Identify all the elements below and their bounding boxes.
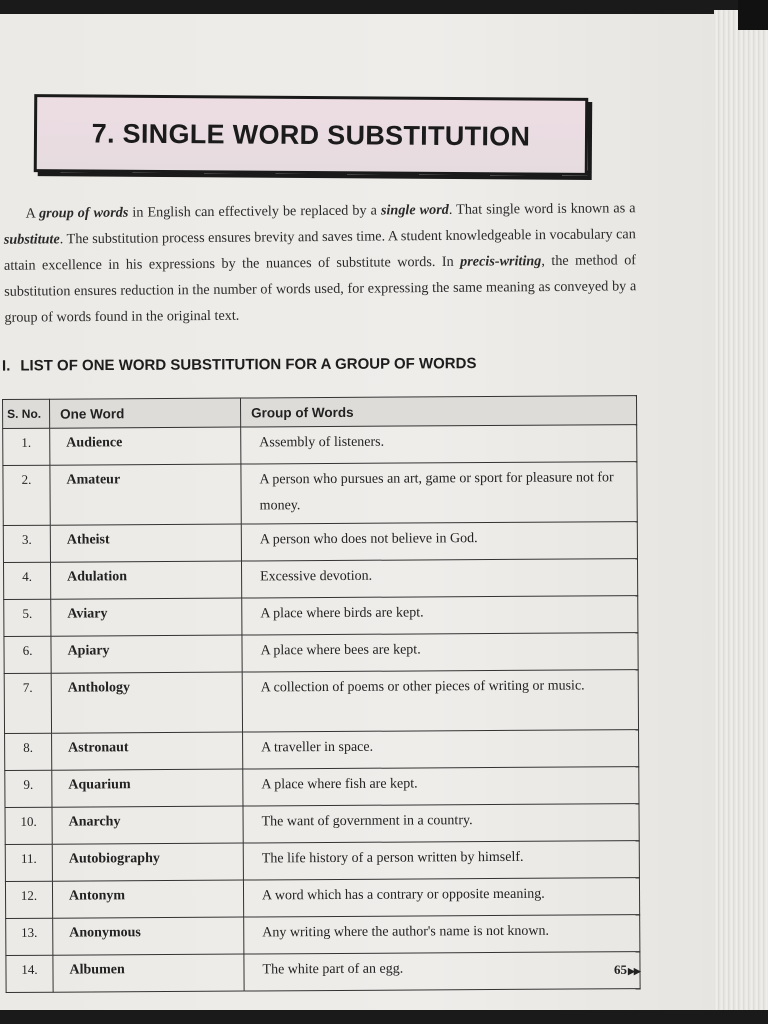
row-group-of-words: The want of government in a country. bbox=[243, 804, 639, 843]
table-body bbox=[3, 425, 640, 993]
table-row bbox=[4, 670, 638, 734]
row-sno: 3. bbox=[3, 525, 50, 562]
row-group-of-words: A place where fish are kept. bbox=[243, 767, 639, 806]
row-group-of-words: The white part of an egg. bbox=[244, 952, 640, 991]
row-sno: 4. bbox=[3, 562, 50, 599]
intro-text-2: in English can effectively be replaced by a bbox=[128, 202, 382, 221]
row-one-word: Autobiography bbox=[52, 843, 243, 881]
row-sno: 10. bbox=[5, 807, 52, 844]
intro-emphasis-1: group of words bbox=[38, 204, 129, 222]
chapter-title-box bbox=[34, 94, 589, 176]
column-header-sno: S. No. bbox=[3, 399, 50, 428]
page-edge-stack bbox=[714, 10, 768, 1010]
intro-text-5: , the method of substitution ensures reduction in the number of words used, for expressing the same meaning as conveyed by a group of words found in the original text. bbox=[4, 252, 637, 326]
table-row bbox=[3, 522, 637, 563]
section-number: I. bbox=[1, 357, 11, 375]
table-row bbox=[5, 767, 639, 808]
row-group-of-words: A place where birds are kept. bbox=[242, 596, 638, 635]
row-group-of-words: Excessive devotion. bbox=[241, 559, 637, 598]
row-group-of-words: Assembly of listeners. bbox=[241, 425, 637, 464]
row-group-of-words: The life history of a person written by himself. bbox=[243, 841, 639, 880]
row-sno: 9. bbox=[5, 770, 52, 807]
table-header-row bbox=[3, 396, 637, 429]
chapter-title: 7. SINGLE WORD SUBSTITUTION bbox=[91, 117, 531, 152]
row-sno: 7. bbox=[4, 673, 51, 733]
table-row bbox=[3, 425, 637, 466]
row-sno: 5. bbox=[4, 599, 51, 636]
intro-text-4: . The substitution process ensures brevity and saves time. A student knowledgeable in vocabulary can attain excellence in his expressions by the nuances of substitute words. In bbox=[3, 226, 636, 274]
row-one-word: Anthology bbox=[51, 672, 242, 733]
substitution-table bbox=[2, 395, 641, 993]
intro-emphasis-2: single word bbox=[380, 201, 449, 219]
row-one-word: Audience bbox=[50, 427, 241, 465]
double-right-arrow-icon: ▶▶ bbox=[628, 966, 640, 976]
table-row bbox=[3, 559, 637, 600]
row-one-word: Anarchy bbox=[52, 806, 243, 844]
row-one-word: Aquarium bbox=[52, 769, 243, 807]
row-sno: 6. bbox=[4, 636, 51, 673]
table-row bbox=[6, 915, 640, 956]
table-row bbox=[5, 841, 639, 882]
section-heading-text: LIST OF ONE WORD SUBSTITUTION FOR A GROUP OF WORDS bbox=[20, 355, 477, 375]
row-sno: 14. bbox=[6, 955, 53, 992]
column-header-group-of-words: Group of Words bbox=[240, 396, 636, 427]
row-group-of-words: Any writing where the author's name is not known. bbox=[244, 915, 640, 954]
row-one-word: Amateur bbox=[50, 464, 241, 525]
row-sno: 8. bbox=[5, 733, 52, 770]
row-group-of-words: A collection of poems or other pieces of writing or music. bbox=[242, 670, 638, 732]
intro-emphasis-4: precis-writing bbox=[460, 253, 542, 270]
book-page bbox=[0, 14, 716, 1010]
row-one-word: Aviary bbox=[51, 598, 242, 636]
table-row bbox=[4, 596, 638, 637]
row-one-word: Antonym bbox=[52, 880, 243, 918]
background-corner bbox=[738, 0, 768, 30]
table-row bbox=[5, 730, 639, 771]
row-sno: 11. bbox=[5, 844, 52, 881]
row-group-of-words: A person who pursues an art, game or sport for pleasure not for money. bbox=[241, 462, 637, 524]
intro-paragraph bbox=[3, 195, 636, 331]
row-one-word: Astronaut bbox=[52, 732, 243, 770]
table-row bbox=[5, 804, 639, 845]
table-row bbox=[3, 462, 637, 526]
row-sno: 2. bbox=[3, 465, 50, 525]
row-group-of-words: A word which has a contrary or opposite meaning. bbox=[243, 878, 639, 917]
intro-text-3: . That single word is known as a bbox=[448, 200, 636, 218]
row-one-word: Adulation bbox=[50, 561, 241, 599]
row-one-word: Albumen bbox=[53, 954, 244, 992]
column-header-one-word: One Word bbox=[50, 398, 241, 428]
row-group-of-words: A place where bees are kept. bbox=[242, 633, 638, 672]
row-group-of-words: A person who does not believe in God. bbox=[241, 522, 637, 561]
row-one-word: Atheist bbox=[50, 524, 241, 562]
row-one-word: Apiary bbox=[51, 635, 242, 673]
row-sno: 13. bbox=[6, 918, 53, 955]
intro-text-1: A bbox=[25, 205, 40, 222]
table-row bbox=[6, 952, 640, 993]
page-number bbox=[614, 962, 640, 978]
row-group-of-words: A traveller in space. bbox=[243, 730, 639, 769]
section-heading bbox=[2, 354, 602, 374]
intro-emphasis-3: substitute bbox=[3, 231, 60, 248]
page-number-text: 65 bbox=[614, 962, 627, 977]
table-row bbox=[5, 878, 639, 919]
row-one-word: Anonymous bbox=[53, 917, 244, 955]
row-sno: 12. bbox=[5, 881, 52, 918]
table-row bbox=[4, 633, 638, 674]
row-sno: 1. bbox=[3, 428, 50, 465]
